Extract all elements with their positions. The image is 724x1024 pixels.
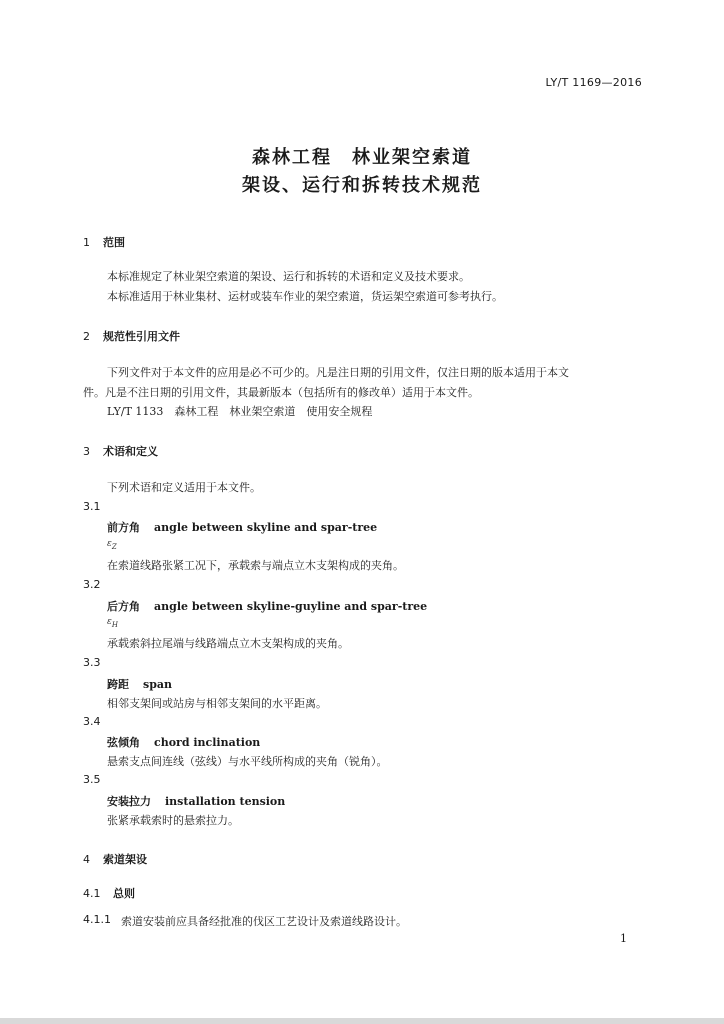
- term-heading: [107, 676, 172, 692]
- term-chinese: 后方角: [107, 600, 140, 613]
- section-2-heading: [83, 328, 180, 344]
- term-definition: 悬索支点间连线（弦线）与水平线所构成的夹角（锐角）。: [107, 755, 388, 768]
- term-english: angle between skyline-guyline and spar-tree: [154, 600, 428, 613]
- section-title: 术语和定义: [103, 445, 158, 458]
- section-1-heading: [83, 234, 125, 250]
- section-4-heading: [83, 851, 147, 867]
- term-english: installation tension: [165, 795, 286, 808]
- term-number: 3.1: [83, 500, 101, 513]
- section-3-intro: 下列术语和定义适用于本文件。: [107, 481, 261, 494]
- page-bottom-edge: [0, 1018, 724, 1024]
- term-heading: [107, 598, 427, 614]
- term-definition: 相邻支架间或站房与相邻支架间的水平距离。: [107, 697, 327, 710]
- term-number: 3.5: [83, 773, 101, 786]
- document-title-line1: 森林工程 林业架空索道: [252, 147, 472, 168]
- section-1-paragraph-1: 本标准规定了林业架空索道的架设、运行和拆转的术语和定义及技术要求。: [107, 270, 470, 283]
- page-number: 1: [620, 932, 627, 945]
- term-heading: [107, 734, 260, 750]
- term-definition: 张紧承载索时的悬索拉力。: [107, 814, 239, 827]
- section-number: 2: [83, 330, 90, 343]
- term-definition: 在索道线路张紧工况下，承载索与端点立木支架构成的夹角。: [107, 559, 404, 572]
- subsection-title: 总则: [113, 887, 135, 900]
- term-chinese: 弦倾角: [107, 736, 140, 749]
- subsection-4-1-heading: [83, 885, 135, 901]
- section-2-paragraph-line1: 下列文件对于本文件的应用是必不可少的。凡是注日期的引用文件，仅注日期的版本适用于本文: [107, 366, 569, 379]
- normative-reference: LY/T 1133 森林工程 林业架空索道 使用安全规程: [107, 405, 373, 418]
- term-english: angle between skyline and spar-tree: [154, 521, 378, 534]
- term-heading: [107, 519, 377, 535]
- term-english: span: [143, 678, 173, 691]
- document-title-line2: 架设、运行和拆转技术规范: [242, 175, 482, 196]
- term-definition: 承载索斜拉尾端与线路端点立木支架构成的夹角。: [107, 637, 349, 650]
- term-number: 3.4: [83, 715, 101, 728]
- clause-number: 4.1.1: [83, 913, 111, 926]
- term-chinese: 跨距: [107, 678, 129, 691]
- section-title: 范围: [103, 236, 125, 249]
- term-number: 3.2: [83, 578, 101, 591]
- section-title: 规范性引用文件: [103, 330, 180, 343]
- standard-code: LY/T 1169—2016: [545, 76, 642, 89]
- term-heading: [107, 793, 285, 809]
- clause-text: 索道安装前应具备经批准的伐区工艺设计及索道线路设计。: [121, 915, 407, 928]
- section-title: 索道架设: [103, 853, 147, 866]
- section-1-paragraph-2: 本标准适用于林业集材、运材或装车作业的架空索道，货运架空索道可参考执行。: [107, 290, 503, 303]
- term-chinese: 安装拉力: [107, 795, 151, 808]
- term-chinese: 前方角: [107, 521, 140, 534]
- term-symbol: $\varepsilon_H$: [107, 617, 118, 629]
- section-number: 3: [83, 445, 90, 458]
- section-2-paragraph-line2: 件。凡是不注日期的引用文件，其最新版本（包括所有的修改单）适用于本文件。: [83, 386, 479, 399]
- section-number: 1: [83, 236, 90, 249]
- term-english: chord inclination: [154, 736, 261, 749]
- section-3-heading: [83, 443, 158, 459]
- term-number: 3.3: [83, 656, 101, 669]
- term-symbol: $\varepsilon_Z$: [107, 539, 117, 551]
- section-number: 4: [83, 853, 90, 866]
- subsection-number: 4.1: [83, 887, 101, 900]
